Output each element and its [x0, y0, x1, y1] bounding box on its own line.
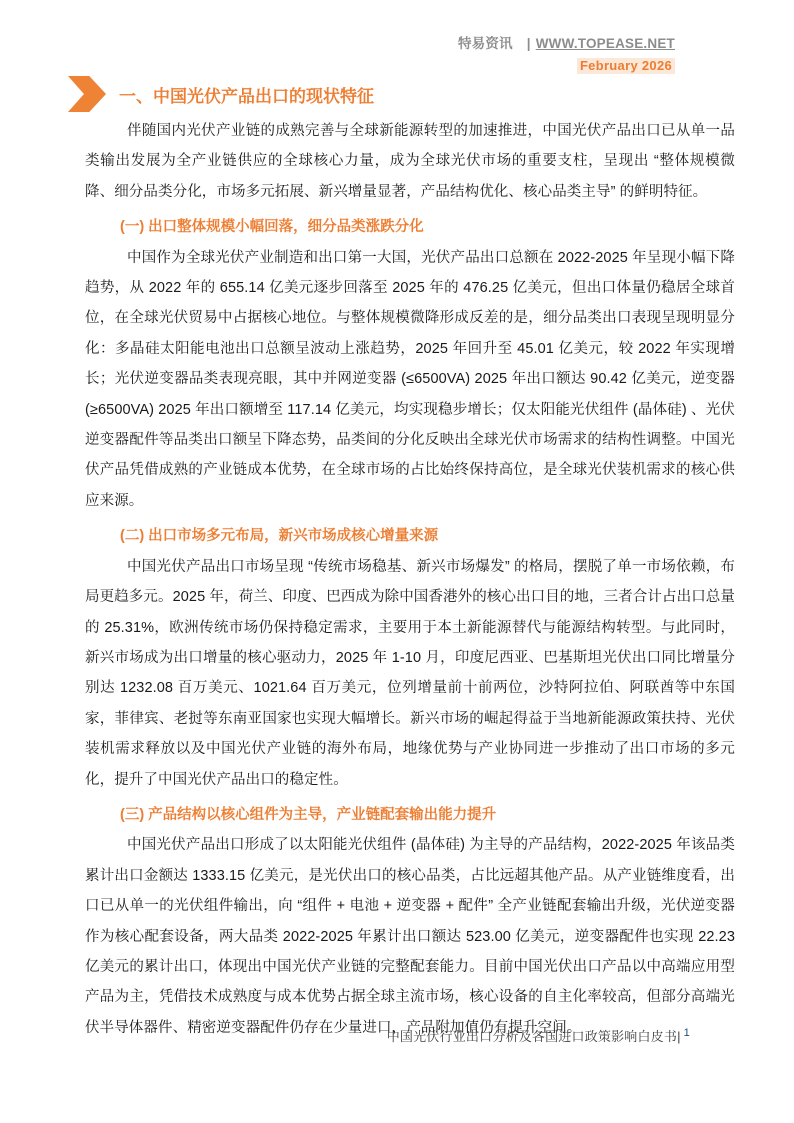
issue-date-badge: February 2026	[577, 58, 675, 74]
document-body	[85, 116, 735, 1043]
section-3-paragraph: 中国光伏产品出口形成了以太阳能光伏组件 (晶体硅) 为主导的产品结构，2022-2025 年该品类累计出口金额达 1333.15 亿美元，是光伏出口的核心品类，占比远超其他产品。从产业链维度看，出口已从单一的光伏组件输出，向 “组件 + 电池 + 逆变器 + 配件” 全产业链配套输出升级，光伏逆变器作为核心配套设备，两大品类 2022-2025 年累计出口额达 523.00 亿美元，逆变器配件也实现 22.23 亿美元的累计出口，体现出中国光伏产业链的完整配套能力。目前中国光伏出口产品以中高端应用型产品为主，凭借技术成熟度与成本优势占据全球主流市场，核心设备的自主化率较高，但部分高端光伏半导体器件、精密逆变器配件仍存在少量进口，产品附加值仍有提升空间。	[85, 837, 735, 1036]
header-separator: |	[526, 36, 531, 51]
footer-doc-title: 中国光伏行业出口分析及各国进口政策影响白皮书|	[386, 1029, 681, 1044]
page-header	[458, 36, 675, 76]
brand-name: 特易资讯	[457, 36, 513, 51]
section-heading-1: (一) 出口整体规模小幅回落，细分品类涨跌分化	[120, 219, 424, 236]
header-brand-line	[458, 36, 675, 53]
page-title: 一、中国光伏产品出口的现状特征	[119, 86, 374, 106]
page-footer	[387, 1026, 690, 1045]
title-row	[68, 76, 374, 112]
chevron-right-icon	[68, 76, 106, 112]
section-1-paragraph: 中国作为全球光伏产业制造和出口第一大国，光伏产品出口总额在 2022-2025 年呈现小幅下降趋势，从 2022 年的 655.14 亿美元逐步回落至 2025 年的 476.25 亿美元，但出口体量仍稳居全球首位，在全球光伏贸易中占据核心地位。与整体规模微降形成反差的是，细分品类出口表现呈现明显分化：多晶硅太阳能电池出口总额呈波动上涨趋势，2025 年回升至 45.01 亿美元，较 2022 年实现增长；光伏逆变器品类表现亮眼，其中并网逆变器 (≤6500VA) 2025 年出口额达 90.42 亿美元，逆变器 (≥6500VA) 2025 年出口额增至 117.14 亿美元，均实现稳步增长；仅太阳能光伏组件 (晶体硅) 、光伏逆变器配件等品类出口额呈下降态势，品类间的分化反映出全球光伏市场需求的结构性调整。中国光伏产品凭借成熟的产业链成本优势，在全球市场的占比始终保持高位，是全球光伏装机需求的核心供应来源。	[85, 249, 735, 509]
page-number: 1	[683, 1026, 690, 1039]
website-link[interactable]: WWW.TOPEASE.NET	[535, 36, 675, 51]
section-2-paragraph: 中国光伏产品出口市场呈现 “传统市场稳基、新兴市场爆发” 的格局，摆脱了单一市场依赖，布局更趋多元。2025 年，荷兰、印度、巴西成为除中国香港外的核心出口目的地，三者合计占出口总量的 25.31%，欧洲传统市场仍保持稳定需求，主要用于本土新能源替代与能源结构转型。与此同时，新兴市场成为出口增量的核心驱动力，2025 年 1-10 月，印度尼西亚、巴基斯坦光伏出口同比增量分别达 1232.08 百万美元、1021.64 百万美元，位列增量前十前两位，沙特阿拉伯、阿联酋等中东国家，菲律宾、老挝等东南亚国家也实现大幅增长。新兴市场的崛起得益于当地新能源政策扶持、光伏装机需求释放以及中国光伏产业链的海外布局，地缘优势与产业协同进一步推动了出口市场的多元化，提升了中国光伏产品出口的稳定性。	[85, 558, 735, 788]
section-heading-2: (二) 出口市场多元布局，新兴市场成核心增量来源	[120, 528, 439, 545]
section-heading-3: (三) 产品结构以核心组件为主导，产业链配套输出能力提升	[120, 806, 497, 823]
header-date-line	[458, 56, 675, 76]
intro-paragraph: 伴随国内光伏产业链的成熟完善与全球新能源转型的加速推进，中国光伏产品出口已从单一品类输出发展为全产业链供应的全球核心力量，成为全球光伏市场的重要支柱，呈现出 “整体规模微降、细分品类分化，市场多元拓展、新兴增量显著，产品结构优化、核心品类主导” 的鲜明特征。	[85, 123, 735, 200]
